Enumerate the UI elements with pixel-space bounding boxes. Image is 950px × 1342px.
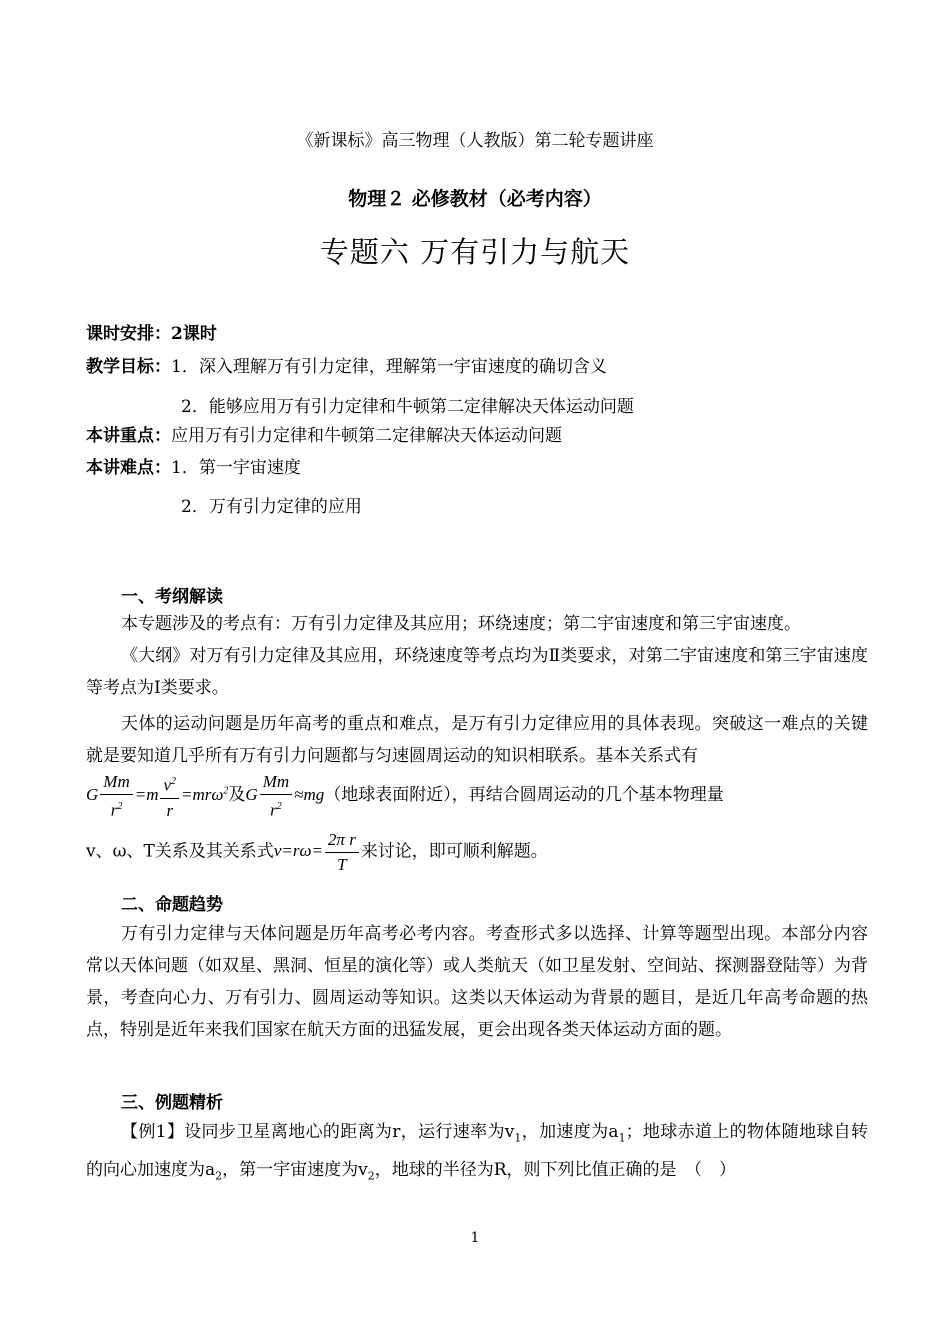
topic-title: 专题六 万有引力与航天 (319, 235, 631, 269)
example-text-a: 设同步卫星离地心的距离为r，运行速率为v (184, 1122, 515, 1142)
section2-heading: 二、命题趋势 (121, 895, 223, 915)
relation-formula: v=rω= $\frac{\text{2π r}}{T}$ (274, 841, 361, 860)
key-label: 本讲重点： (86, 426, 171, 446)
page-number: 1 (470, 1230, 480, 1246)
difficult-2: 2．万有引力定律的应用 (181, 497, 362, 517)
example-label: 【例1】 (121, 1122, 185, 1142)
schedule-line (86, 318, 217, 350)
subject-title: 物理２ 必修教材（必考内容） (348, 188, 602, 210)
goal-2: 2．能够应用万有引力定律和牛顿第二定律解决天体运动问题 (181, 397, 634, 417)
section2-p1: 万有引力定律与天体问题是历年高考必考内容。考查形式多以选择、计算等题型出现。本部分内容常以天体问题（如双星、黑洞、恒星的演化等）或人类航天（如卫星发射、空间站、探测器登陆等）为背景，考查向心力、万有引力、圆周运动等知识。这类以天体运动为背景的题目，是近几年高考命题的热点，特别是近年来我们国家在航天方面的迅猛发展，更会出现各类天体运动方面的题。 (86, 924, 868, 1040)
example-1 (86, 1116, 868, 1193)
key-line (86, 420, 562, 452)
formula-gravity: G $\frac{Mm}{r^2}$ ≈mg (245, 772, 325, 820)
relation-line (86, 828, 548, 877)
sub-v1: 1 (514, 1131, 522, 1145)
difficult-label: 本讲难点： (86, 458, 171, 478)
schedule-value: 2课时 (171, 324, 217, 344)
formula-tail: （地球表面附近），再结合圆周运动的几个基本物理量 (324, 785, 724, 806)
formula-main: G $\frac{Mm}{r^2}$ =m $\frac{v^2}{r}$ =mrω$^2$ (86, 772, 229, 820)
sub-v2: 2 (367, 1169, 375, 1183)
section1-p1: 本专题涉及的考点有：万有引力定律及其应用；环绕速度；第二宇宙速度和第三宇宙速度。 (121, 614, 801, 634)
sub-a1: 1 (618, 1131, 626, 1145)
sub-a2: 2 (215, 1169, 223, 1183)
section1-p3: 天体的运动问题是历年高考的重点和难点，是万有引力定律应用的具体表现。突破这一难点的关键就是要知道几乎所有万有引力问题都与匀速圆周运动的知识相联系。基本关系式有 (86, 714, 868, 766)
key-value: 应用万有引力定律和牛顿第二定律解决天体运动问题 (171, 426, 562, 446)
example-text-e: ，地球的半径为R，则下列比值正确的是 （ ） (374, 1160, 737, 1181)
goals-label: 教学目标： (86, 357, 171, 377)
goal-1: 1．深入理解万有引力定律，理解第一宇宙速度的确切含义 (171, 357, 607, 377)
example-text-c: ；地球赤道上的物体随地球自转的向心加速度为a (86, 1122, 869, 1181)
formula-line (86, 770, 724, 823)
relation-head: v、ω、T关系及其关系式 (86, 841, 274, 862)
example-text-b: ，加速度为a (521, 1122, 619, 1142)
formula-mid: 及 (228, 785, 246, 806)
schedule-label: 课时安排： (86, 324, 171, 344)
difficult-line (86, 452, 301, 484)
section1-heading: 一、考纲解读 (121, 587, 223, 607)
goals-line (86, 351, 607, 383)
section1-p2: 《大纲》对万有引力定律及其应用，环绕速度等考点均为Ⅱ类要求，对第二宇宙速度和第三宇宙速度等考点为Ⅰ类要求。 (86, 646, 868, 698)
series-title: 《新课标》高三物理（人教版）第二轮专题讲座 (296, 131, 654, 151)
example-text-d: ，第一宇宙速度为v (222, 1160, 368, 1181)
relation-tail: 来讨论，即可顺利解题。 (360, 841, 548, 862)
section3-heading: 三、例题精析 (121, 1093, 223, 1113)
difficult-1: 1．第一宇宙速度 (171, 458, 301, 478)
